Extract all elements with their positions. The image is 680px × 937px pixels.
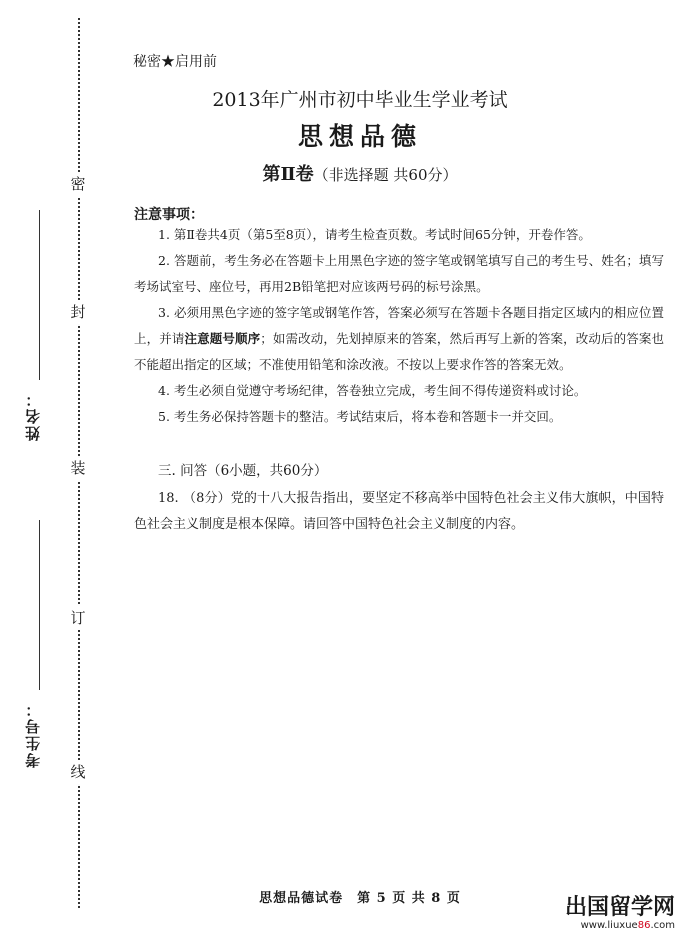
subject-title: 思想品德: [297, 122, 422, 151]
section-title: 三. 问答（6小题，共60分）: [158, 463, 328, 479]
notice-item-1: 1. 第Ⅱ卷共4页（第5至8页），请考生检查页数。考试时间65分钟，开卷作答。: [158, 227, 591, 242]
notice-item-2: 2. 答题前，考生务必在答题卡上用黑色字迹的签字笔或钢笔填写自己的考生号、姓名；填写考场试室号、座位号，再用2B铅笔把对应该两号码的标号涂黑。: [134, 253, 664, 294]
volume-heading: [0, 160, 680, 186]
question-18: 18. （8分）党的十八大报告指出，要坚定不移高举中国特色社会主义伟大旗帜，中国特色社会主义制度是根本保障。请回答中国特色社会主义制度的内容。: [134, 491, 664, 532]
site-watermark: [530, 896, 675, 932]
notice-title: 注意事项：: [134, 207, 204, 223]
notice-item-5: 5. 考生务必保持答题卡的整洁。考试结束后，将本卷和答题卡一并交回。: [158, 409, 562, 424]
name-underline[interactable]: [39, 210, 40, 380]
seal-char-ding: 订: [66, 606, 90, 630]
candidate-number-underline[interactable]: [39, 520, 40, 690]
candidate-number-label: 考生号：: [24, 700, 42, 768]
notice-item-4: 4. 考生必须自觉遵守考场纪律，答卷独立完成，考生间不得传递资料或讨论。: [158, 383, 587, 398]
secret-mark: 秘密★启用前: [133, 54, 217, 70]
page-footer: 思想品德试卷 第 5 页 共 8 页: [259, 891, 461, 906]
exam-title: 2013年广州市初中毕业生学业考试: [212, 89, 508, 111]
watermark-url: www.liuxue86.com: [580, 920, 675, 931]
volume-main: 第Ⅱ卷: [262, 164, 314, 185]
seal-char-mi: 密: [66, 172, 90, 196]
volume-sub: （非选择题 共60分）: [313, 166, 458, 184]
notice-item-3: 3. 必须用黑色字迹的签字笔或钢笔作答，答案必须写在答题卡各题目指定区域内的相应位置上，并请注意题号顺序；如需改动，先划掉原来的答案，然后再写上新的答案，改动后的答案也不能超出指定的区域；不准使用铅笔和涂改液。不按以上要求作答的答案无效。: [134, 305, 664, 372]
seal-char-zhuang: 装: [66, 456, 90, 480]
notice-emphasis: 注意题号顺序: [184, 331, 261, 346]
seal-char-feng: 封: [66, 300, 90, 324]
watermark-brand: 出国留学网: [564, 895, 675, 920]
seal-char-xian: 线: [66, 760, 90, 784]
name-label: 姓名：: [24, 390, 42, 441]
